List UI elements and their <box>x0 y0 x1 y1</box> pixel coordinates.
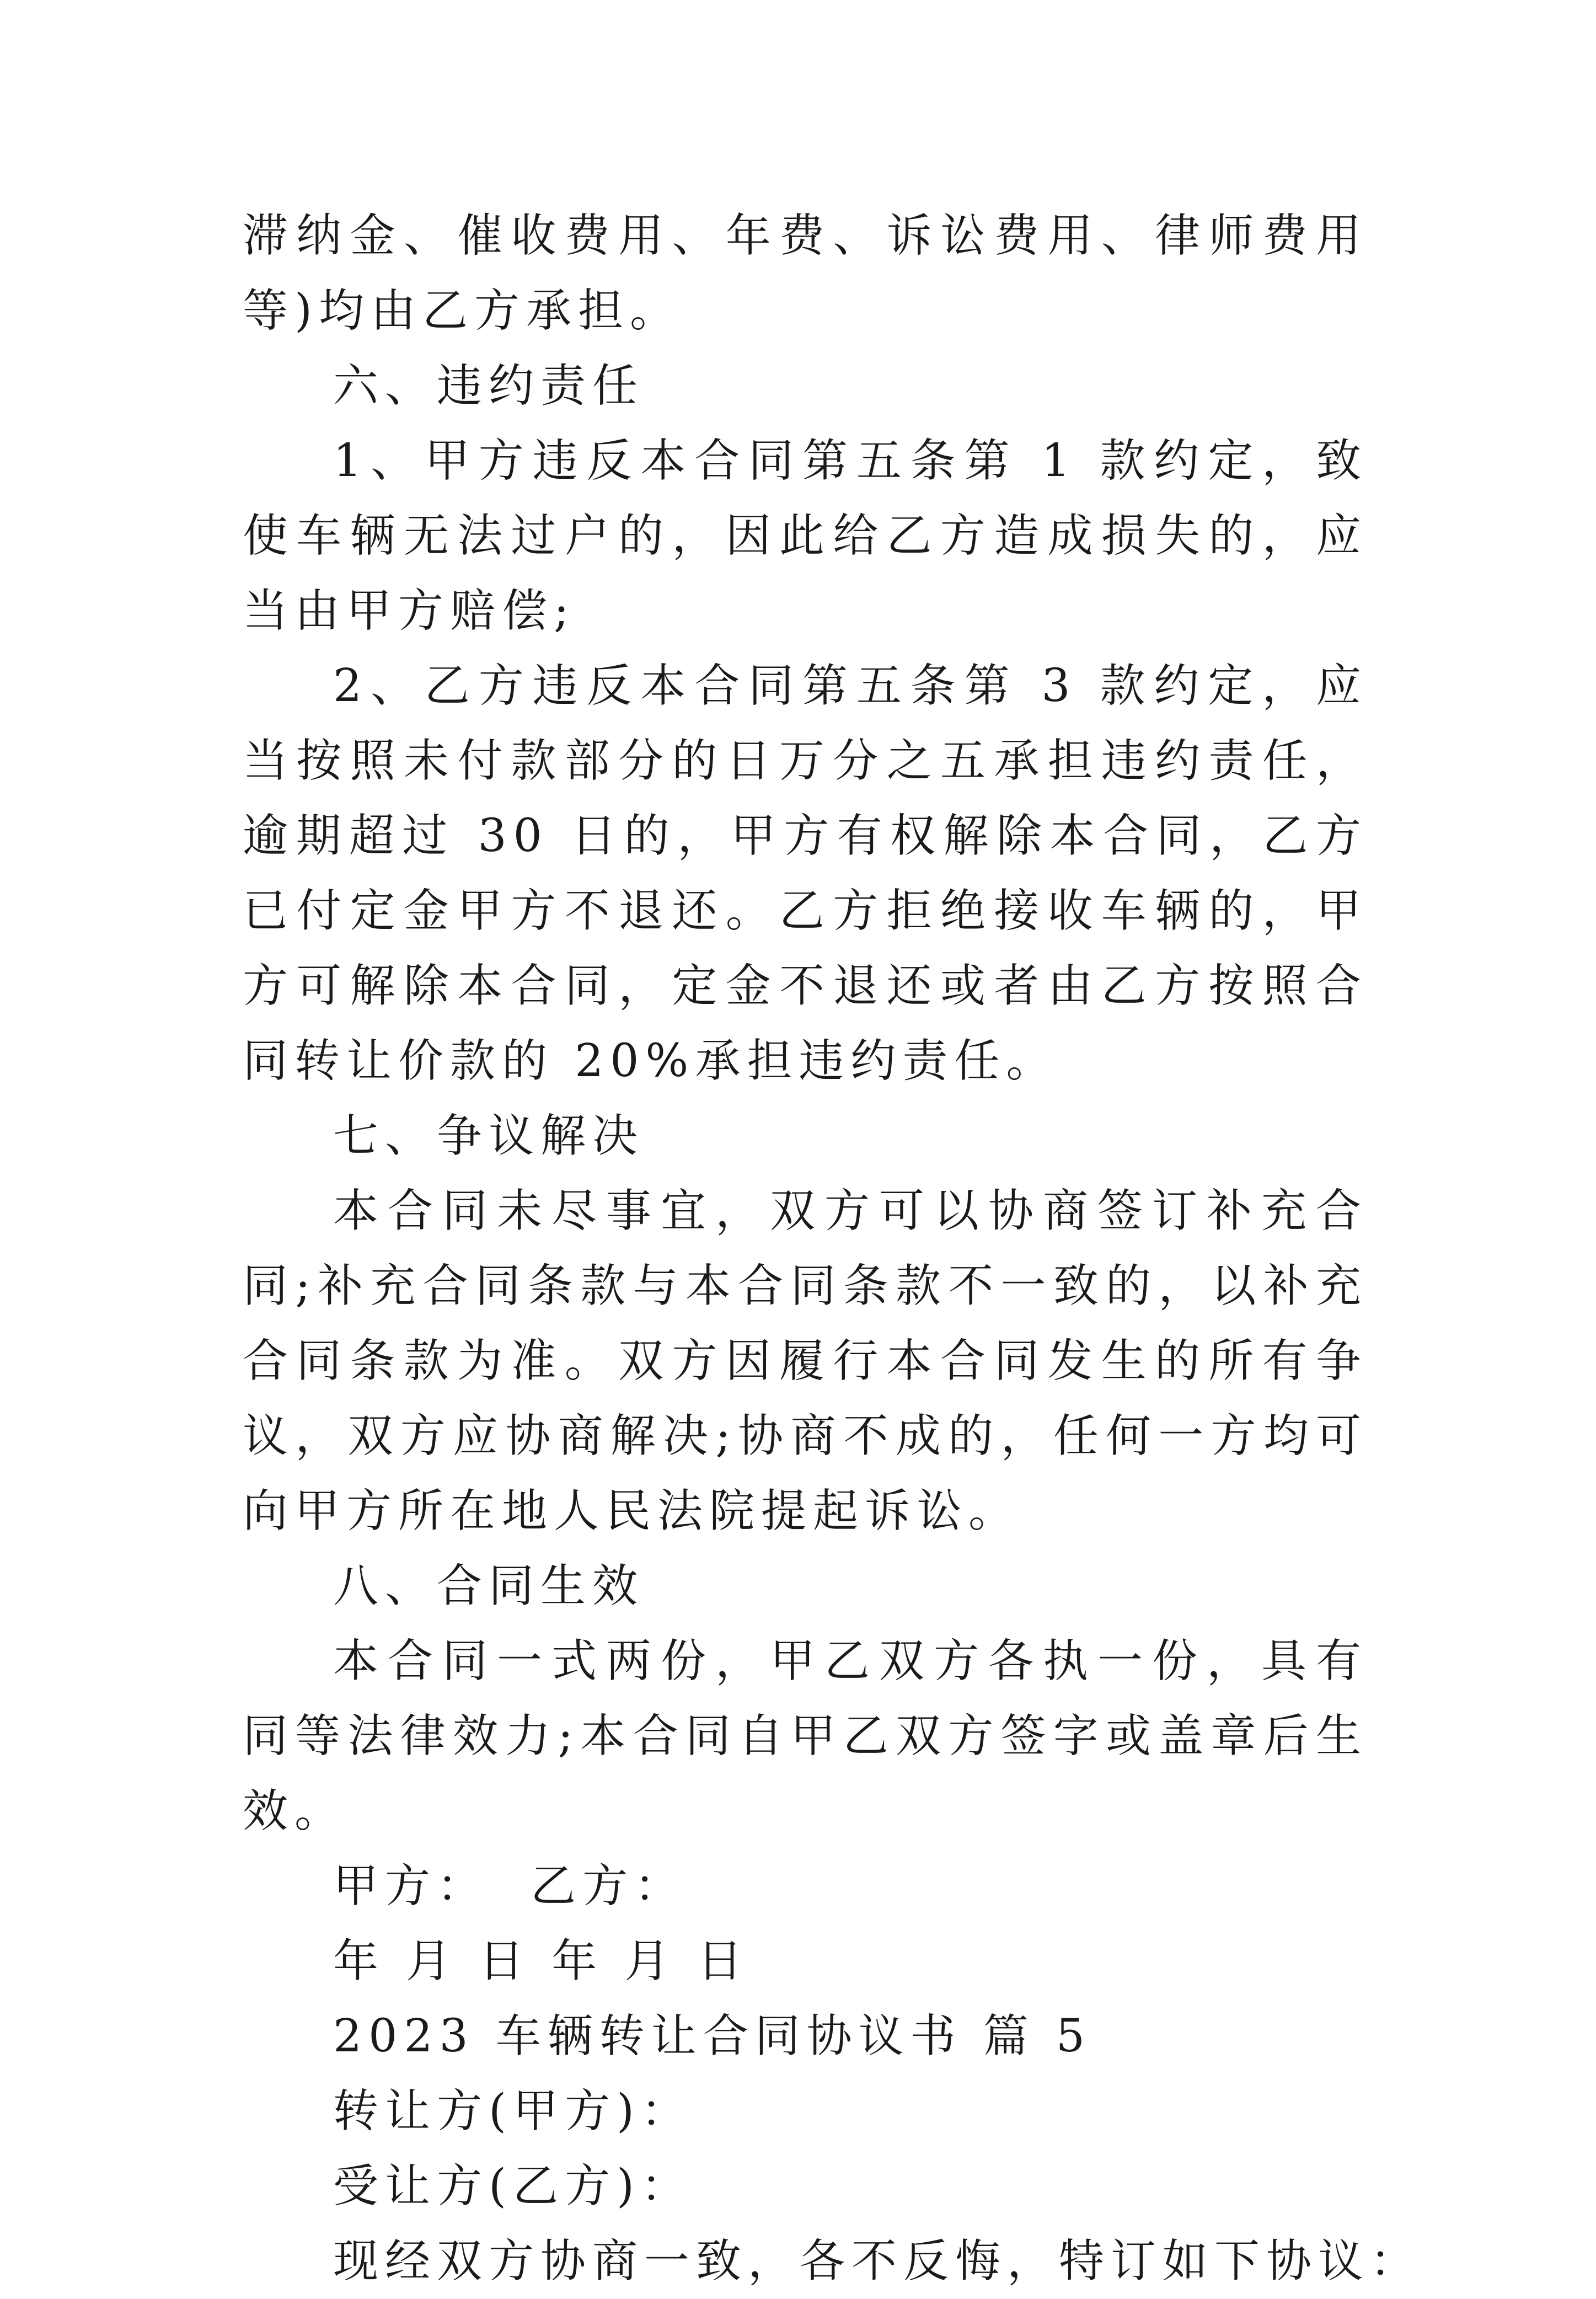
paragraph-effectiveness: 本合同一式两份，甲乙双方各执一份，具有同等法律效力;本合同自甲乙双方签字或盖章后生效。 <box>243 1635 1368 1837</box>
paragraph-dispute-resolution: 本合同未尽事宜，双方可以协商签订补充合同;补充合同条款与本合同条款不一致的，以补充合同条款为准。双方因履行本合同发生的所有争议，双方应协商解决;协商不成的，任何一方均可向甲方所在地人民法院提起诉讼。 <box>243 1185 1368 1537</box>
section-heading-breach: 六、违约责任 <box>333 360 645 412</box>
signature-parties-line: 甲方： 乙方： <box>333 1860 687 1912</box>
transferor-line: 转让方(甲方)： <box>333 2085 693 2137</box>
agreement-intro-line: 现经双方协商一致，各不反悔，特订如下协议： <box>333 2235 1422 2287</box>
section-heading-effectiveness: 八、合同生效 <box>333 1560 645 1612</box>
document-body <box>243 199 1422 2299</box>
paragraph-fees-continuation: 滞纳金、催收费用、年费、诉讼费用、律师费用等)均由乙方承担。 <box>243 210 1368 337</box>
paragraph-breach-party-b: 2、乙方违反本合同第五条第 3 款约定，应当按照未付款部分的日万分之五承担违约责任，逾期超过 30 日的，甲方有权解除本合同，乙方已付定金甲方不退还。乙方拒绝接收车辆的，甲方可解除本合同，定金不退还或者由乙方按照合同转让价款的 20%承担违约责任。 <box>243 660 1368 1087</box>
signature-date-line: 年 月 日 年 月 日 <box>333 1935 749 1987</box>
section-title-agreement-5: 2023 车辆转让合同协议书 篇 5 <box>333 2010 1092 2062</box>
transferee-line: 受让方(乙方)： <box>333 2160 693 2212</box>
paragraph-breach-party-a: 1、甲方违反本合同第五条第 1 款约定，致使车辆无法过户的，因此给乙方造成损失的，应当由甲方赔偿; <box>243 435 1368 637</box>
section-heading-dispute: 七、争议解决 <box>333 1110 645 1162</box>
